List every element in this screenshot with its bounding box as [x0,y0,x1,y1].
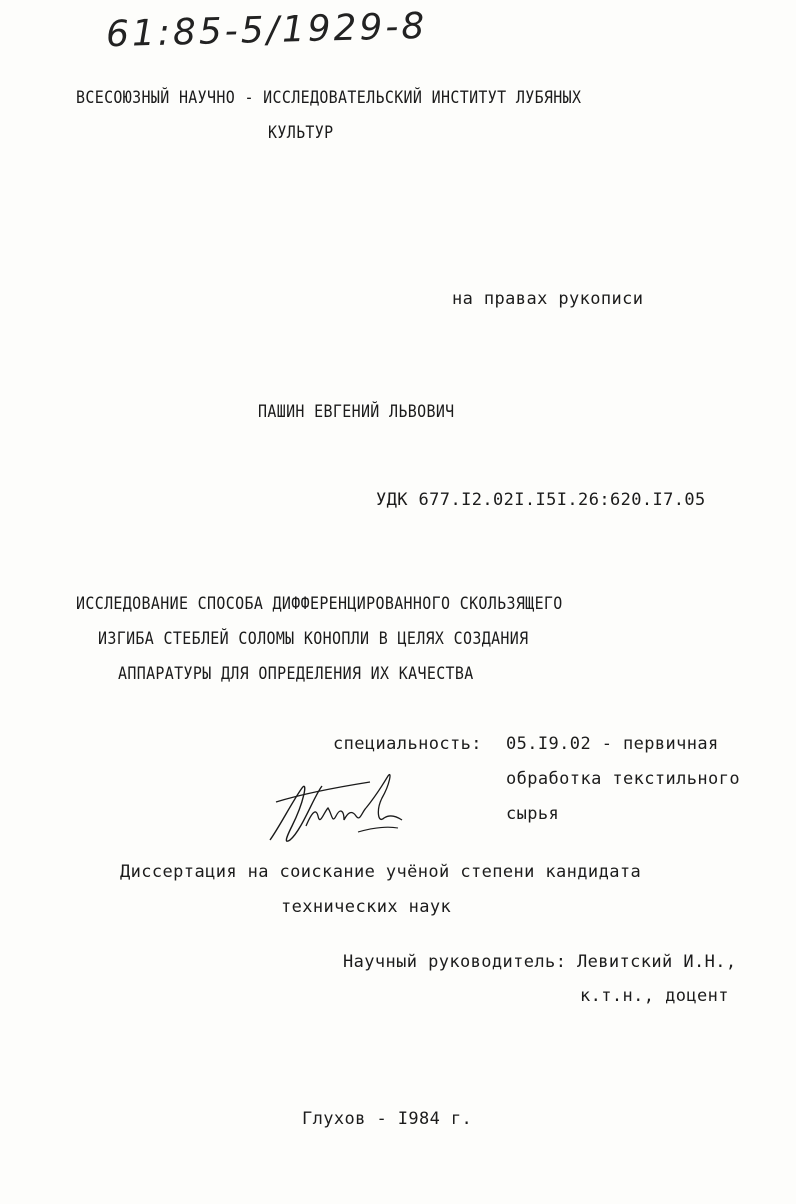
supervisor-line-1: Научный руководитель: Левитский И.Н., [343,952,737,972]
title-line-3: АППАРАТУРЫ ДЛЯ ОПРЕДЕЛЕНИЯ ИХ КАЧЕСТВА [118,664,474,684]
handwritten-archive-code: 61:85-5/1929-8 [105,5,428,56]
specialty-code: 05.I9.02 - первичная [506,734,719,754]
institute-line-2: КУЛЬТУР [268,123,334,143]
specialty-line-2: обработка текстильного [506,769,740,789]
udc-code: УДК 677.I2.02I.I5I.26:620.I7.05 [376,490,706,510]
institute-line-1: ВСЕСОЮЗНЫЙ НАУЧНО - ИССЛЕДОВАТЕЛЬСКИЙ ИНСТИТУТ ЛУБЯНЫХ [76,88,582,108]
specialty-label: специальность: [333,734,482,754]
supervisor-line-2: к.т.н., доцент [580,986,729,1006]
title-line-2: ИЗГИБА СТЕБЛЕЙ СОЛОМЫ КОНОПЛИ В ЦЕЛЯХ СОЗДАНИЯ [98,629,529,649]
dissertation-line-2: технических наук [281,897,452,917]
title-line-1: ИССЛЕДОВАНИЕ СПОСОБА ДИФФЕРЕНЦИРОВАННОГО СКОЛЬЗЯЩЕГО [76,594,563,614]
author-signature [262,768,412,848]
manuscript-note: на правах рукописи [452,289,644,309]
signature-drawing [262,768,412,848]
author-name: ПАШИН ЕВГЕНИЙ ЛЬВОВИЧ [258,402,455,422]
place-and-year: Глухов - I984 г. [302,1109,473,1129]
specialty-line-3: сырья [506,804,560,824]
dissertation-line-1: Диссертация на соискание учёной степени кандидата [120,862,642,882]
